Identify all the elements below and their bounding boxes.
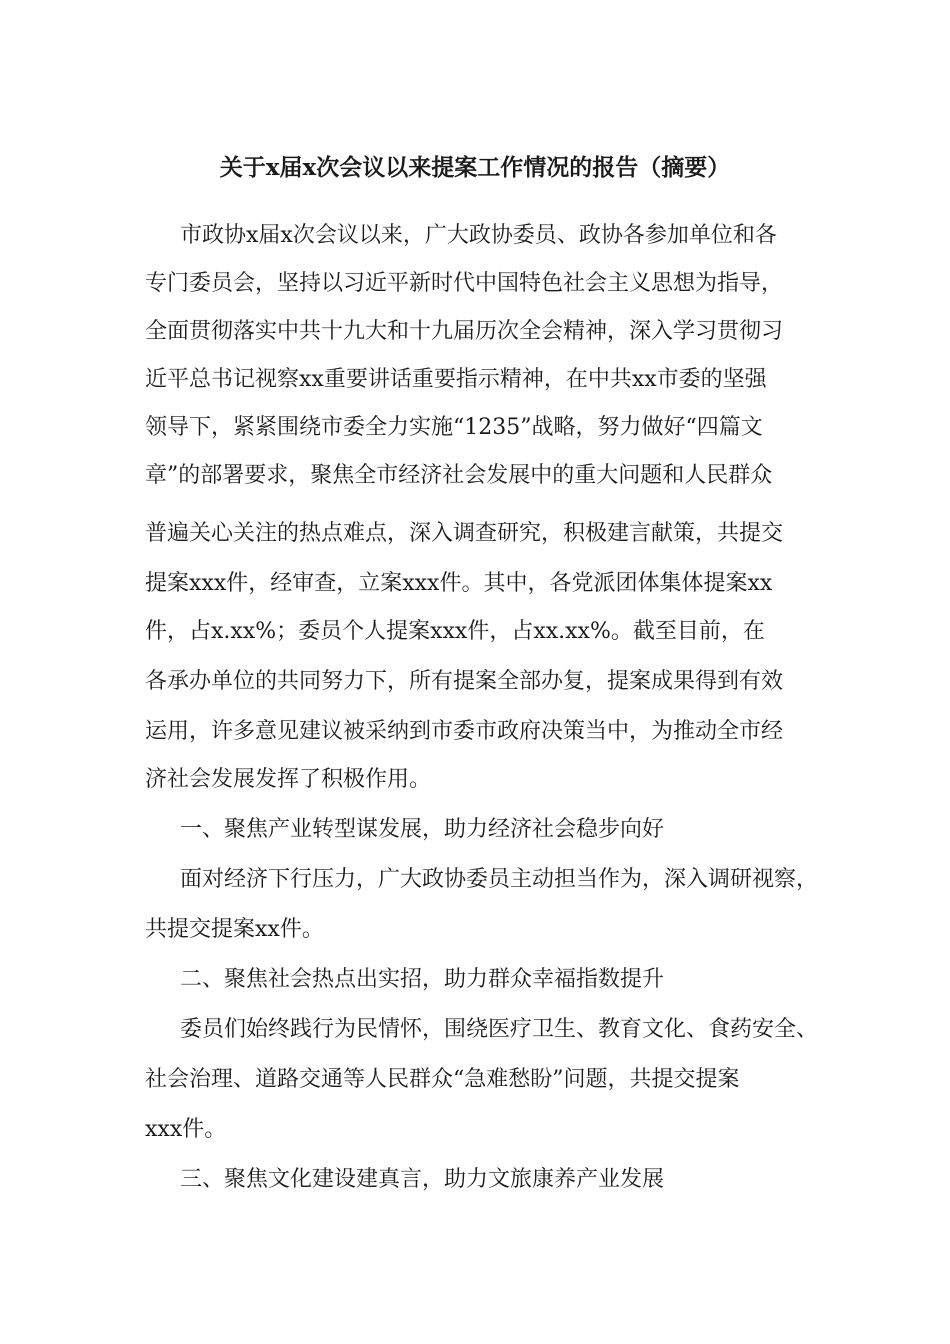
paragraph-line: 全面贯彻落实中共十九大和十九届历次全会精神，深入学习贯彻习	[145, 319, 784, 344]
paragraph-line: 市政协x届x次会议以来，广大政协委员、政协各参加单位和各	[180, 223, 777, 248]
paragraph-line: 领导下，紧紧围绕市委全力实施“1235”战略，努力做好“四篇文	[145, 415, 763, 440]
paragraph-line: 各承办单位的共同努力下，所有提案全部办复，提案成果得到有效	[145, 669, 784, 694]
document-title: 关于x届x次会议以来提案工作情况的报告（摘要）	[219, 154, 731, 181]
paragraph-line: 委员们始终践行为民情怀，围绕医疗卫生、教育文化、食药安全、	[180, 1017, 819, 1042]
paragraph-line: 社会治理、道路交通等人民群众“急难愁盼”问题，共提交提案	[145, 1067, 740, 1092]
paragraph-line: 提案xxx件，经审查，立案xxx件。其中，各党派团体集体提案xx	[145, 571, 773, 596]
paragraph-line: 近平总书记视察xx重要讲话重要指示精神，在中共xx市委的坚强	[145, 367, 767, 392]
section-heading: 三、聚焦文化建设建真言，助力文旅康养产业发展	[180, 1167, 665, 1192]
paragraph-line: 共提交提案xx件。	[145, 917, 324, 942]
paragraph-line: xxx件。	[145, 1117, 227, 1142]
paragraph-line: 运用，许多意见建议被采纳到市委市政府决策当中，为推动全市经	[145, 719, 784, 744]
paragraph-line: 济社会发展发挥了积极作用。	[145, 767, 432, 792]
paragraph-line: 专门委员会，坚持以习近平新时代中国特色社会主义思想为指导，	[145, 271, 784, 296]
section-heading: 二、聚焦社会热点出实招，助力群众幸福指数提升	[180, 967, 665, 992]
paragraph-line: 普遍关心关注的热点难点，深入调查研究，积极建言献策，共提交	[145, 521, 784, 546]
paragraph-line: 面对经济下行压力，广大政协委员主动担当作为，深入调研视察，	[180, 867, 819, 892]
paragraph-line: 章”的部署要求，聚焦全市经济社会发展中的重大问题和人民群众	[145, 463, 773, 488]
section-heading: 一、聚焦产业转型谋发展，助力经济社会稳步向好	[180, 817, 665, 842]
paragraph-line: 件，占x.xx%；委员个人提案xxx件，占xx.xx%。截至目前，在	[145, 619, 765, 644]
